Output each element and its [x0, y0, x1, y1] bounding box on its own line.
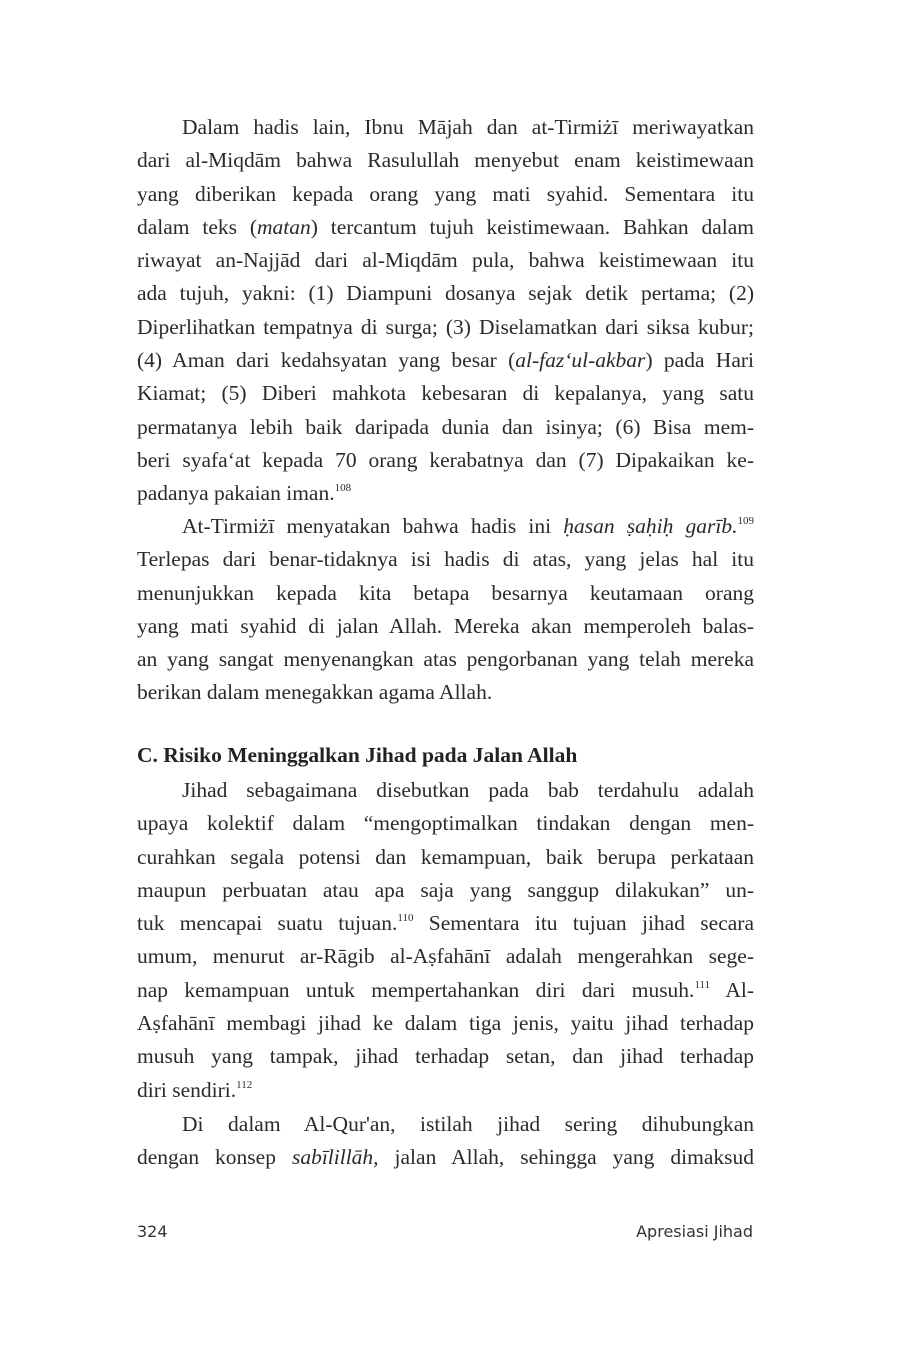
- text-line: [137, 277, 754, 310]
- italic-term: sabīlillāh,: [291, 1145, 379, 1170]
- text-segment: maupun perbuatan atau apa saja yang sanggup dilakukan” un-: [137, 877, 754, 902]
- text-segment: menunjukkan kepada kita betapa besarnya keutamaan orang: [137, 580, 754, 605]
- text-segment: umum, menurut ar-Rāgib al-Aṣfahānī adalah mengerahkan sege-: [137, 944, 754, 969]
- text-segment: Kiamat; (5) Diberi mahkota kebesaran di kepalanya, yang satu: [137, 381, 754, 406]
- text-line: [137, 1108, 754, 1141]
- text-line: [137, 344, 754, 377]
- text-segment: upaya kolektif dalam “mengoptimalkan tindakan dengan men-: [137, 811, 754, 836]
- section-heading: C. Risiko Meninggalkan Jihad pada Jalan Allah: [137, 743, 578, 767]
- text-line: [137, 510, 754, 543]
- text-line: [137, 1074, 754, 1107]
- text-segment: nap kemampuan untuk mempertahankan diri dari musuh.: [137, 977, 695, 1002]
- text-line: [137, 1141, 754, 1174]
- text-line: [137, 311, 754, 344]
- footnote-marker: 108: [334, 482, 352, 495]
- text-segment: At-Tirmiżī menyatakan bahwa hadis ini: [182, 514, 564, 538]
- text-segment: tuk mencapai suatu tujuan.: [137, 911, 398, 936]
- text-line: [137, 974, 754, 1007]
- book-title: Apresiasi Jihad: [636, 1222, 753, 1241]
- text-line: [137, 411, 754, 444]
- text-segment: permatanya lebih baik daripada dunia dan isinya; (6) Bisa mem-: [137, 414, 754, 439]
- text-segment: Di dalam Al-Qur'an, istilah jihad sering dihubungkan: [182, 1112, 754, 1136]
- text-line: [137, 643, 754, 676]
- text-segment: (4) Aman dari kedahsyatan yang besar (: [137, 348, 516, 373]
- text-line: [137, 377, 754, 410]
- text-segment: yang mati syahid di jalan Allah. Mereka akan memperoleh balas-: [137, 613, 754, 638]
- text-line: [137, 774, 754, 807]
- text-segment: Sementara itu tujuan jihad secara: [413, 911, 755, 936]
- text-line: [137, 144, 754, 177]
- text-line: [137, 807, 754, 840]
- text-segment: dalam teks (: [137, 214, 257, 239]
- text-segment: Terlepas dari benar-tidaknya isi hadis di atas, yang jelas hal itu: [137, 547, 754, 572]
- text-line: [137, 111, 754, 144]
- text-line: [137, 244, 754, 277]
- text-line: [137, 610, 754, 643]
- footnote-marker: 109: [737, 515, 754, 527]
- text-segment: Aṣfahānī membagi jihad ke dalam tiga jenis, yaitu jihad terhadap: [137, 1011, 754, 1036]
- text-line: [137, 841, 754, 874]
- text-segment: Dalam hadis lain, Ibnu Mājah dan at-Tirmiżī meriwayatkan: [182, 115, 754, 139]
- paragraph-4: [137, 1108, 754, 1175]
- paragraph-3: [137, 774, 754, 1107]
- text-segment: Al-: [710, 977, 754, 1002]
- paragraph-1: [137, 111, 754, 511]
- text-segment: Diperlihatkan tempatnya di surga; (3) Diselamatkan dari siksa kubur;: [137, 314, 754, 339]
- page-number: 324: [137, 1222, 168, 1241]
- text-segment: Jihad sebagaimana disebutkan pada bab terdahulu adalah: [182, 778, 754, 802]
- text-line: [137, 1007, 754, 1040]
- text-segment: curahkan segala potensi dan kemampuan, baik berupa perkataan: [137, 844, 754, 869]
- italic-term: ḥasan ṣaḥiḥ garīb.: [563, 514, 738, 538]
- text-segment: diri sendiri.: [137, 1077, 237, 1102]
- text-line: [137, 211, 754, 244]
- text-segment: berikan dalam menegakkan agama Allah.: [137, 680, 493, 705]
- text-segment: ) pada Hari: [645, 348, 754, 373]
- footnote-marker: 112: [236, 1078, 253, 1091]
- italic-term: al-faz‘ul-akbar: [515, 348, 646, 373]
- text-line: [137, 940, 754, 973]
- text-segment: musuh yang tampak, jihad terhadap setan, dan jihad terhadap: [137, 1044, 754, 1069]
- text-line: [137, 178, 754, 211]
- text-segment: dari al-Miqdām bahwa Rasulullah menyebut enam keistimewaan: [137, 148, 754, 173]
- text-line: [137, 477, 754, 510]
- text-segment: jalan Allah, sehingga yang dimaksud: [378, 1145, 755, 1170]
- text-line: [137, 874, 754, 907]
- text-segment: beri syafa‘at kepada 70 orang kerabatnya dan (7) Dipakaikan ke-: [137, 447, 754, 472]
- text-segment: yang diberikan kepada orang yang mati syahid. Sementara itu: [137, 181, 754, 206]
- paragraph-2: [137, 510, 754, 710]
- footnote-marker: 110: [397, 912, 414, 925]
- text-segment: ) tercantum tujuh keistimewaan. Bahkan dalam: [310, 214, 755, 239]
- footnote-marker: 111: [694, 978, 711, 991]
- text-line: [137, 907, 754, 940]
- text-segment: an yang sangat menyenangkan atas pengorbanan yang telah mereka: [137, 647, 754, 672]
- text-line: [137, 444, 754, 477]
- text-line: [137, 676, 754, 709]
- text-segment: padanya pakaian iman.: [137, 481, 335, 506]
- text-segment: ada tujuh, yakni: (1) Diampuni dosanya sejak detik pertama; (2): [137, 281, 754, 306]
- text-line: [137, 1040, 754, 1073]
- text-line: [137, 543, 754, 576]
- text-segment: dengan konsep: [137, 1145, 292, 1170]
- text-segment: riwayat an-Najjād dari al-Miqdām pula, bahwa keistimewaan itu: [137, 248, 754, 273]
- italic-term: matan: [257, 214, 311, 239]
- text-line: [137, 577, 754, 610]
